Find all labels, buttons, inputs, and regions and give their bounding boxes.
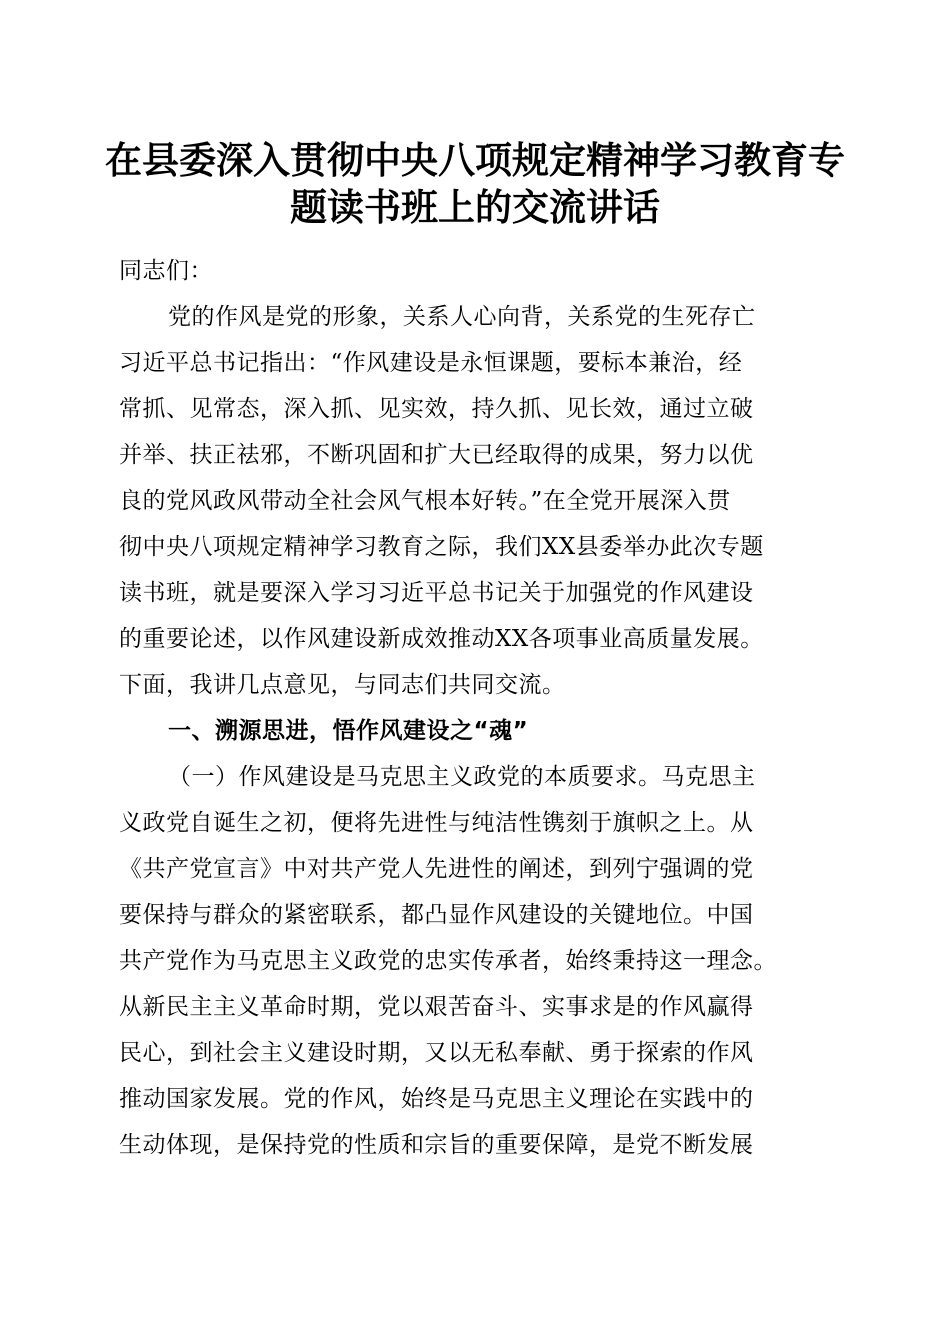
section-line: 推动国家发展。党的作风，始终是马克思主义理论在实践中的 [119, 1086, 754, 1112]
section-line: 生动体现，是保持党的性质和宗旨的重要保障，是党不断发展 [119, 1132, 754, 1158]
section-line: 从新民主主义革命时期，党以艰苦奋斗、实事求是的作风赢得 [119, 994, 754, 1020]
section-line: （一）作风建设是马克思主义政党的本质要求。马克思主 [168, 764, 756, 790]
body-line: 良的党风政风带动全社会风气根本好转。”在全党开展深入贯 [119, 488, 731, 514]
salutation: 同志们： [119, 258, 213, 284]
section-line: 共产党作为马克思主义政党的忠实传承者，始终秉持这一理念。 [119, 948, 777, 974]
title-line-1: 在县委深入贯彻中央八项规定精神学习教育专 [105, 138, 845, 182]
section-heading: 一、溯源思进，悟作风建设之“魂” [168, 718, 529, 744]
body-line: 读书班，就是要深入学习习近平总书记关于加强党的作风建设 [119, 580, 754, 606]
body-line: 常抓、见常态，深入抓、见实效，持久抓、见长效，通过立破 [119, 396, 754, 422]
section-line: 《共产党宣言》中对共产党人先进性的阐述，到列宁强调的党 [119, 856, 754, 882]
body-line: 彻中央八项规定精神学习教育之际，我们XX县委举办此次专题 [119, 534, 764, 560]
body-line: 并举、扶正祛邪，不断巩固和扩大已经取得的成果，努力以优 [119, 442, 754, 468]
body-line: 的重要论述，以作风建设新成效推动XX各项事业高质量发展。 [119, 626, 764, 652]
section-line: 义政党自诞生之初，便将先进性与纯洁性镌刻于旗帜之上。从 [119, 810, 754, 836]
section-line: 民心，到社会主义建设时期，又以无私奉献、勇于探索的作风 [119, 1040, 754, 1066]
body-line: 习近平总书记指出：“作风建设是永恒课题，要标本兼治，经 [119, 350, 743, 376]
title-line-2: 题读书班上的交流讲话 [290, 185, 660, 229]
body-line: 下面，我讲几点意见，与同志们共同交流。 [119, 672, 566, 698]
section-line: 要保持与群众的紧密联系，都凸显作风建设的关键地位。中国 [119, 902, 754, 928]
body-line: 党的作风是党的形象，关系人心向背，关系党的生死存亡 [168, 304, 756, 330]
